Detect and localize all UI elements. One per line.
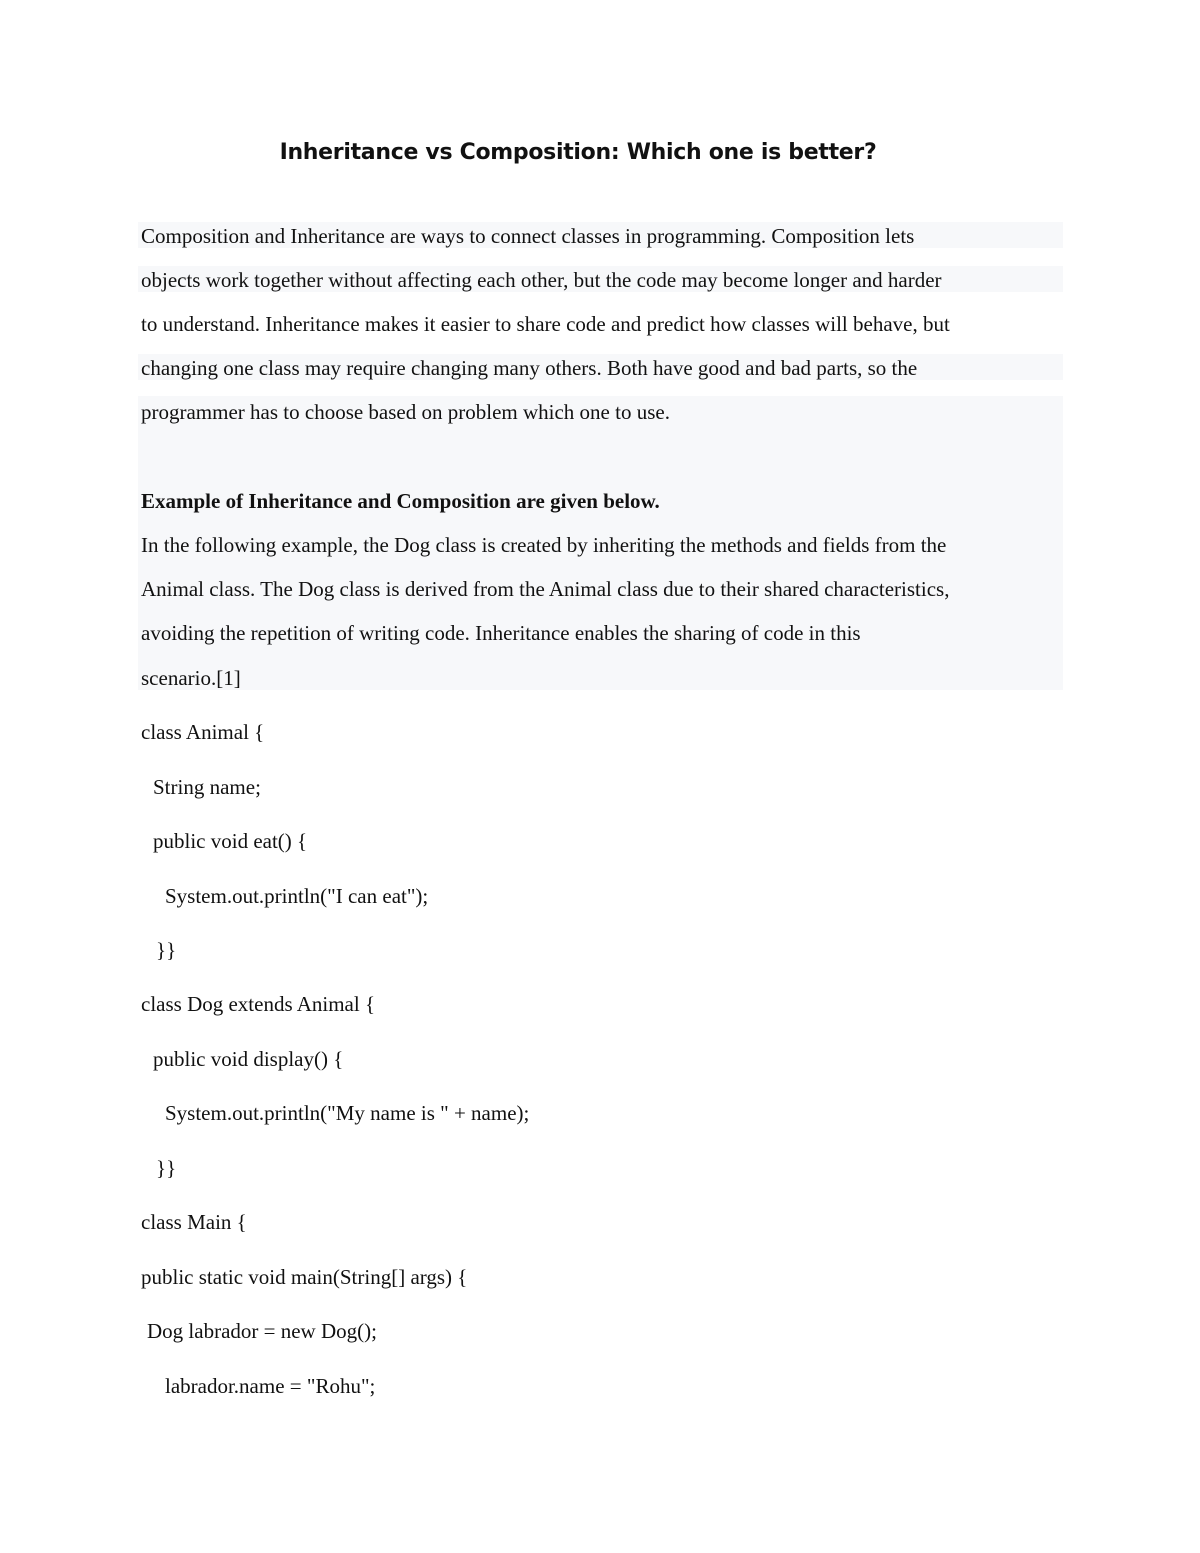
example-line: Animal class. The Dog class is derived from the Animal class due to their shared characteristics, [141, 577, 950, 601]
example-line: avoiding the repetition of writing code. Inheritance enables the sharing of code in this [141, 621, 861, 645]
example-line: scenario.[1] [141, 666, 241, 690]
code-line: class Main { [141, 1210, 247, 1234]
code-line: System.out.println("I can eat"); [165, 884, 429, 908]
example-heading: Example of Inheritance and Composition are given below. [141, 489, 660, 513]
code-line: public void eat() { [153, 829, 308, 853]
intro-line: to understand. Inheritance makes it easier to share code and predict how classes will behave, but [141, 312, 950, 336]
intro-line: programmer has to choose based on problem which one to use. [141, 400, 670, 424]
code-line: labrador.name = "Rohu"; [165, 1374, 376, 1398]
intro-line: Composition and Inheritance are ways to connect classes in programming. Composition lets [141, 224, 915, 248]
example-line: In the following example, the Dog class is created by inheriting the methods and fields from the [141, 533, 947, 557]
intro-line: changing one class may require changing many others. Both have good and bad parts, so the [141, 356, 918, 380]
code-line: System.out.println("My name is " + name); [165, 1101, 530, 1125]
code-line: class Dog extends Animal { [141, 992, 376, 1016]
intro-line: objects work together without affecting each other, but the code may become longer and harder [141, 268, 942, 292]
code-line: class Animal { [141, 720, 265, 744]
code-line: public static void main(String[] args) { [141, 1265, 468, 1289]
code-line: Dog labrador = new Dog(); [147, 1319, 377, 1343]
code-line: String name; [153, 775, 261, 799]
document-title: Inheritance vs Composition: Which one is better? [279, 140, 877, 165]
code-line: public void display() { [153, 1047, 344, 1071]
code-line: }} [156, 938, 177, 962]
code-line: }} [156, 1156, 177, 1180]
